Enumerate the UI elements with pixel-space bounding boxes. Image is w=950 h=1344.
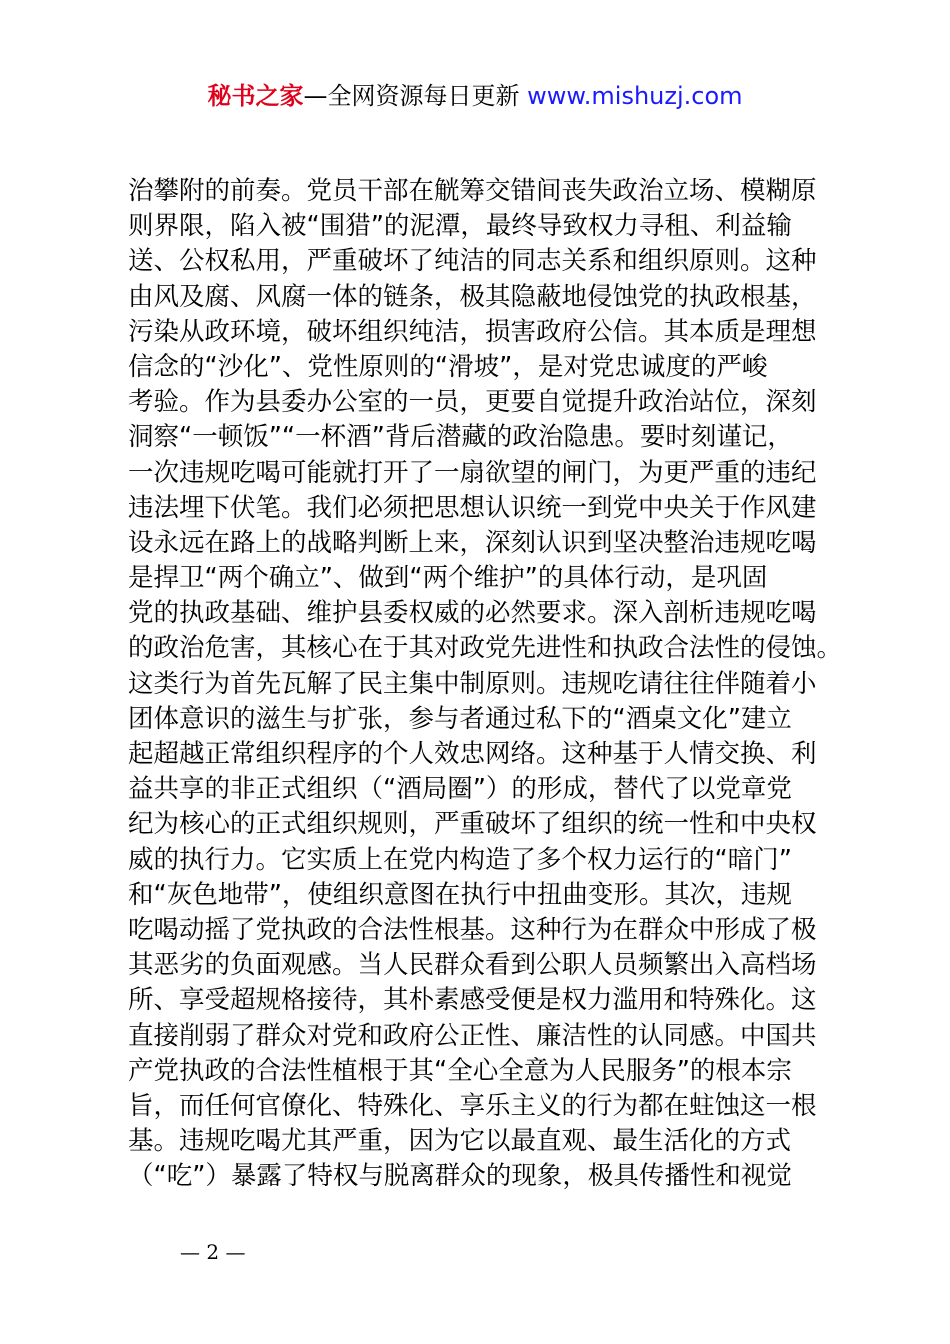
body-line: 党的执政基础、维护县委权威的必然要求。深入剖析违规吃喝: [128, 598, 817, 629]
body-line: 产党执政的合法性植根于其“全心全意为人民服务”的根本宗: [128, 1055, 792, 1086]
header-brand: 秘书之家: [207, 82, 304, 110]
body-line: 益共享的非正式组织（“酒局圈”）的形成，替代了以党章党: [128, 774, 792, 805]
body-line: 所、享受超规格接待，其朴素感受便是权力滥用和特殊化。这: [128, 985, 817, 1016]
body-line: 洞察“一顿饭”“一杯酒”背后潜藏的政治隐患。要时刻谨记，: [128, 422, 793, 453]
body-line: 旨，而任何官僚化、特殊化、享乐主义的行为都在蛀蚀这一根: [128, 1090, 817, 1121]
body-line: 和“灰色地带”，使组织意图在执行中扭曲变形。其次，违规: [128, 879, 792, 910]
body-line: （“吃”）暴露了特权与脱离群众的现象，极具传播性和视觉: [128, 1161, 792, 1192]
body-line: 一次违规吃喝可能就打开了一扇欲望的闸门，为更严重的违纪: [128, 457, 817, 488]
document-body: [128, 174, 843, 1194]
body-line: 考验。作为县委办公室的一员，更要自觉提升政治站位，深刻: [128, 387, 817, 418]
body-line: 治攀附的前奏。党员干部在觥筹交错间丧失政治立场、模糊原: [128, 176, 817, 206]
body-line: 这类行为首先瓦解了民主集中制原则。违规吃请往往伴随着小: [128, 668, 817, 699]
body-line: 送、公权私用，严重破坏了纯洁的同志关系和组织原则。这种: [128, 246, 817, 277]
body-line: 基。违规吃喝尤其严重，因为它以最直观、最生活化的方式: [128, 1126, 792, 1157]
header-tagline: —全网资源每日更新: [303, 82, 528, 110]
body-line: 的政治危害，其核心在于其对政党先进性和执政合法性的侵蚀。: [128, 633, 843, 664]
page-number: — 2 —: [180, 1240, 246, 1264]
body-line: 吃喝动摇了党执政的合法性根基。这种行为在群众中形成了极: [128, 914, 817, 945]
body-line: 违法埋下伏笔。我们必须把思想认识统一到党中央关于作风建: [128, 492, 817, 523]
body-line: 团体意识的滋生与扩张，参与者通过私下的“酒桌文化”建立: [128, 703, 792, 734]
body-line: 信念的“沙化”、党性原则的“滑坡”，是对党忠诚度的严峻: [128, 351, 768, 382]
site-header: [0, 80, 950, 112]
body-line: 其恶劣的负面观感。当人民群众看到公职人员频繁出入高档场: [128, 950, 817, 981]
body-line: 直接削弱了群众对党和政府公正性、廉洁性的认同感。中国共: [128, 1020, 817, 1051]
body-line: 设永远在路上的战略判断上来，深刻认识到坚决整治违规吃喝: [128, 527, 817, 558]
header-url[interactable]: www.mishuzj.com: [527, 82, 743, 110]
body-line: 污染从政环境，破坏组织纯洁，损害政府公信。其本质是理想: [128, 316, 817, 347]
body-line: 则界限，陷入被“围猎”的泥潭，最终导致权力寻租、利益输: [128, 211, 792, 242]
body-line: 起超越正常组织程序的个人效忠网络。这种基于人情交换、利: [128, 739, 817, 769]
body-line: 纪为核心的正式组织规则，严重破坏了组织的统一性和中央权: [128, 809, 817, 840]
body-line: 由风及腐、风腐一体的链条，极其隐蔽地侵蚀党的执政根基，: [128, 281, 817, 312]
body-line: 威的执行力。它实质上在党内构造了多个权力运行的“暗门”: [128, 844, 792, 875]
body-line: 是捍卫“两个确立”、做到“两个维护”的具体行动，是巩固: [128, 563, 768, 594]
